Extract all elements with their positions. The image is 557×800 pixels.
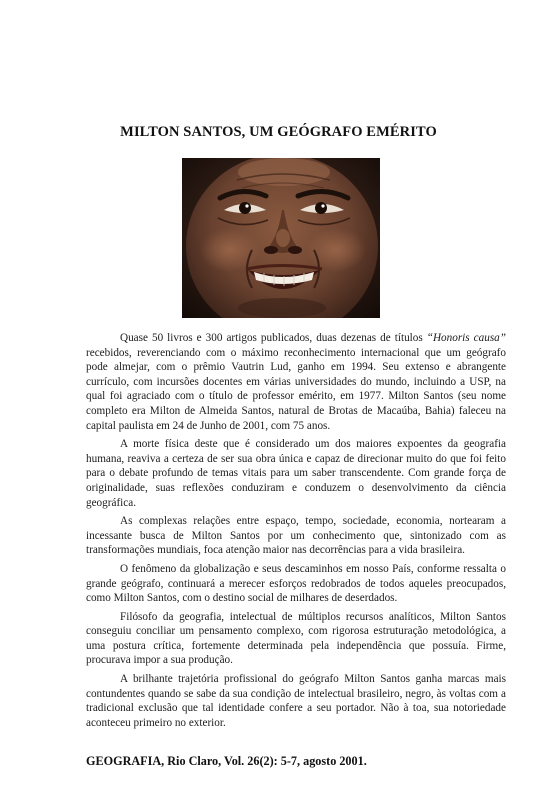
paragraph-6: A brilhante trajetória profissional do geógrafo Milton Santos ganha marcas mais contundentes quando se sabe da sua condição de intelectual brasileiro, negro, às voltas com a tradicional exclusão que tal identidade confere a seu portador. Não à toa, sua notoriedade aconteceu primeiro no exterior. — [86, 673, 506, 729]
honoris-causa-term: “Honoris causa” — [426, 332, 506, 344]
paragraph-3: As complexas relações entre espaço, tempo, sociedade, economia, nortearam a incessante busca de Milton Santos por um conhecimento que, sintonizado com as transformações mundiais, foca atenção maior nas decorrências para a vida brasileira. — [86, 515, 506, 557]
paragraph-1-intro: Quase 50 livros e 300 artigos publicados, duas dezenas de títulos — [120, 332, 427, 344]
portrait-illustration — [182, 158, 380, 318]
paragraph-1-rest: recebidos, reverenciando com o máximo reconhecimento internacional que um geógrafo pode almejar, com o prêmio Vautrin Lud, ganho em 1994. Seu extenso e abrangente currículo, com incursões docentes em várias universidades do mundo, incluindo a USP, na qual foi agraciado com o título de professor emérito, em 1977. Milton Santos (seu nome completo era Milton de Almeida Santos, natural de Brotas de Macaúba, Bahia) faleceu na capital paulista em 24 de Junho de 2001, com 75 anos. — [86, 346, 506, 432]
paragraph-1 — [86, 331, 506, 433]
article-title: MILTON SANTOS, UM GEÓGRAFO EMÉRITO — [120, 124, 437, 140]
article-body — [86, 331, 506, 734]
paragraph-5: Filósofo da geografia, intelectual de múltiplos recursos analíticos, Milton Santos conseguiu conciliar um pensamento complexo, com rigorosa estruturação metodológica, a uma postura crítica, fortemente determinada pela independência que possuía. Firme, procurava impor a sua produção. — [86, 610, 506, 667]
portrait-photo — [182, 158, 380, 318]
paragraph-2: A morte física deste que é considerado um dos maiores expoentes da geografia humana, reaviva a certeza de ser sua obra única e capaz de direcionar muito do que foi feito para o debate profundo de temas vitais para um saber transcendente. Com grande força de originalidade, suas reflexões conduziram e conduzem o desenvolvimento da ciência geográfica. — [86, 438, 506, 509]
journal-citation: GEOGRAFIA, Rio Claro, Vol. 26(2): 5-7, agosto 2001. — [86, 754, 367, 768]
paragraph-4: O fenômeno da globalização e seus descaminhos em nosso País, conforme ressalta o grande geógrafo, continuará a merecer esforços redobrados de todos aqueles preocupados, como Milton Santos, com o destino social de milhares de deserdados. — [86, 562, 506, 605]
